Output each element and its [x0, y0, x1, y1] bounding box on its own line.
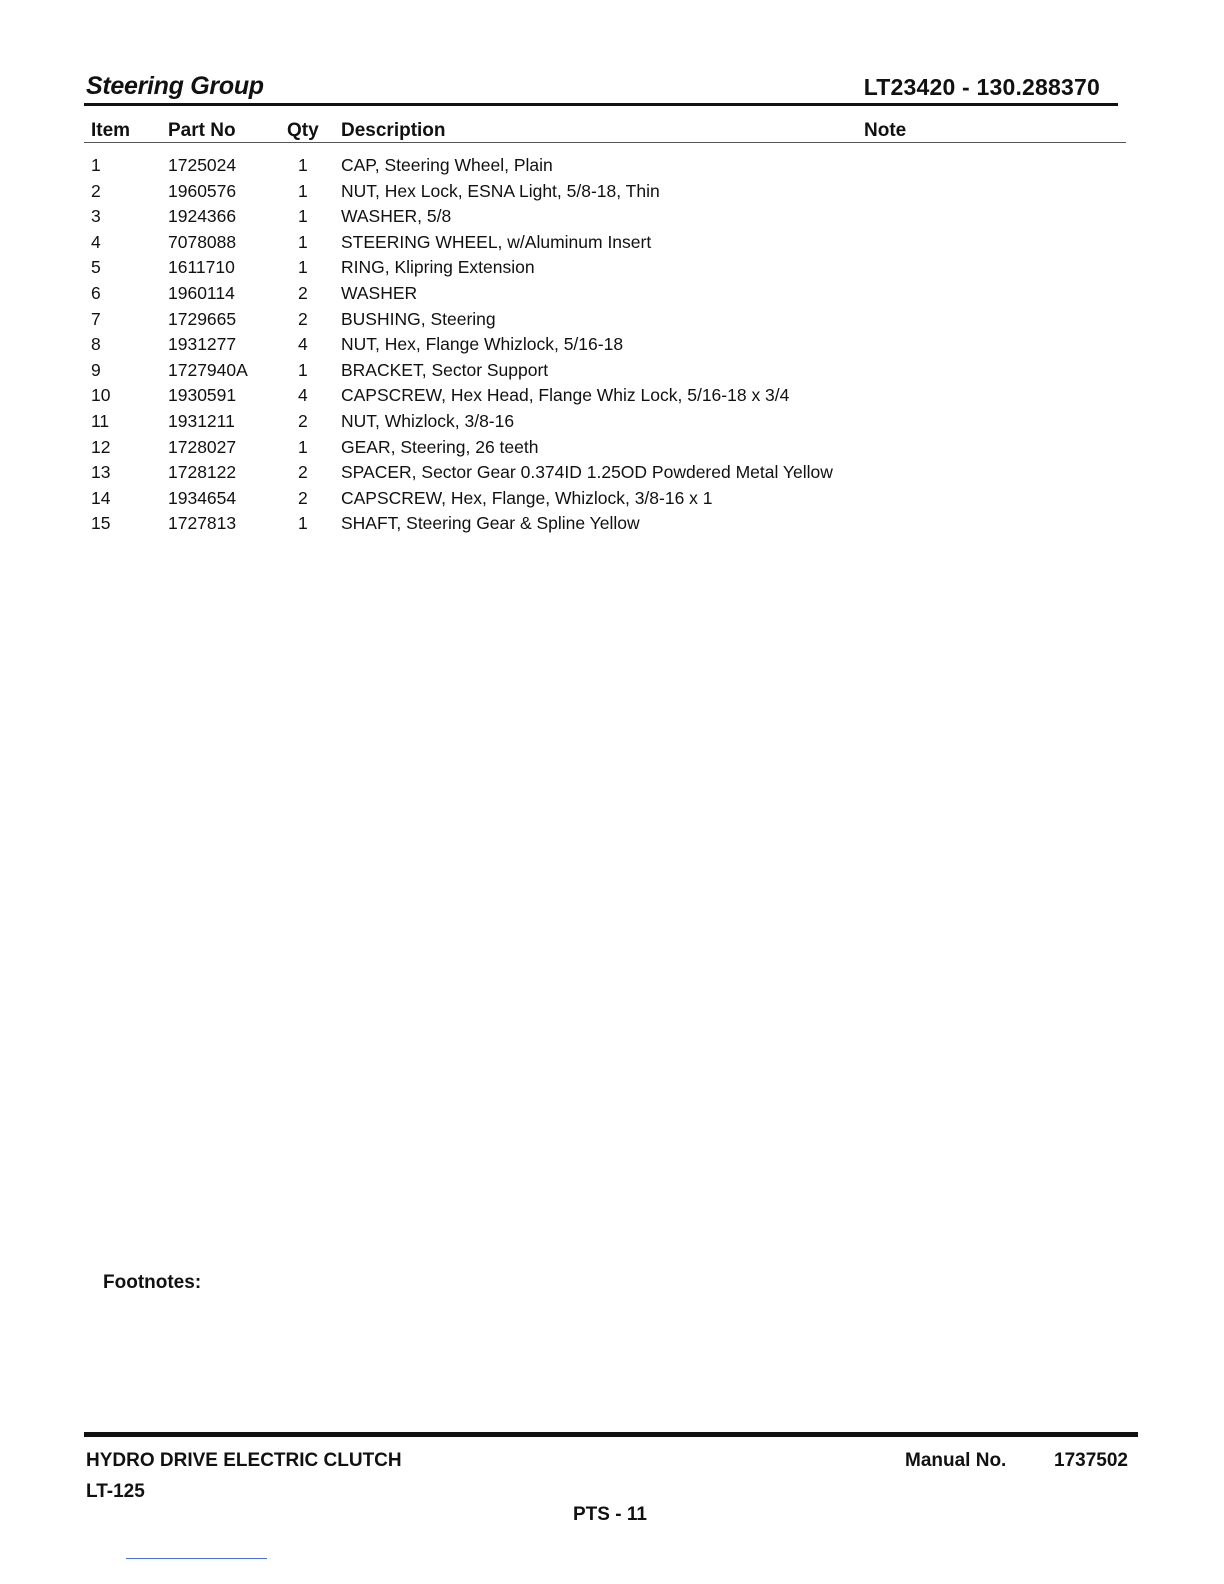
row-part-no: 1727813	[168, 513, 237, 534]
row-part-no: 1960114	[168, 282, 235, 303]
row-item: 7	[91, 308, 101, 329]
row-qty: 1	[298, 155, 308, 175]
row-item: 6	[91, 282, 101, 303]
footer-manual-number: 1737502	[1054, 1450, 1128, 1471]
title-divider	[84, 103, 1118, 106]
column-header-qty: Qty	[287, 120, 319, 141]
row-qty: 2	[298, 462, 308, 483]
row-part-no: 1931277	[168, 334, 237, 355]
column-header-part-no: Part No	[168, 120, 236, 141]
page-title: Steering Group	[86, 72, 264, 100]
row-part-no: 7078088	[168, 231, 237, 252]
column-header-description: Description	[341, 120, 446, 141]
row-description: BUSHING, Steering	[341, 308, 496, 329]
row-part-no: 1960576	[168, 180, 237, 201]
row-description: RING, Klipring Extension	[341, 257, 535, 278]
row-description: BRACKET, Sector Support	[341, 359, 549, 380]
column-header-note: Note	[864, 120, 907, 141]
row-part-no: 1728027	[168, 436, 237, 457]
row-item: 5	[91, 257, 101, 278]
table-row	[84, 437, 1126, 463]
bottom-decorative-line	[126, 1558, 267, 1559]
row-item: 8	[91, 334, 101, 355]
row-item: 12	[91, 436, 111, 457]
footer-manual-label: Manual No.	[905, 1450, 1007, 1471]
row-item: 15	[91, 513, 111, 534]
row-qty: 2	[298, 487, 308, 508]
row-description: NUT, Whizlock, 3/8-16	[341, 410, 515, 431]
table-row	[84, 257, 1126, 283]
row-qty: 4	[298, 385, 308, 406]
table-row	[84, 206, 1126, 232]
table-row	[84, 488, 1126, 514]
row-qty: 1	[298, 231, 308, 252]
row-part-no: 1930591	[168, 385, 237, 406]
parts-table-body	[84, 155, 1126, 539]
row-part-no: 1728122	[168, 462, 237, 483]
table-row	[84, 462, 1126, 488]
row-part-no: 1934654	[168, 487, 237, 508]
table-row	[84, 232, 1126, 258]
row-item: 2	[91, 180, 101, 201]
model-number-title: LT23420 - 130.288370	[863, 74, 1100, 100]
row-qty: 1	[298, 206, 308, 227]
row-qty: 1	[298, 436, 308, 457]
table-row	[84, 283, 1126, 309]
table-row	[84, 360, 1126, 386]
row-item: 11	[91, 410, 110, 431]
row-description: STEERING WHEEL, w/Aluminum Insert	[341, 231, 652, 252]
row-description: CAPSCREW, Hex Head, Flange Whiz Lock, 5/16-18 x 3/4	[341, 385, 790, 406]
row-item: 3	[91, 206, 101, 227]
footer-divider	[84, 1432, 1138, 1437]
row-qty: 2	[298, 282, 308, 303]
row-description: WASHER, 5/8	[341, 206, 452, 227]
row-description: NUT, Hex Lock, ESNA Light, 5/8-18, Thin	[341, 180, 660, 201]
row-qty: 1	[298, 359, 308, 380]
row-part-no: 1727940A	[168, 359, 248, 380]
row-description: CAP, Steering Wheel, Plain	[341, 155, 553, 175]
table-row	[84, 513, 1126, 539]
footnotes-heading: Footnotes:	[103, 1272, 202, 1293]
row-item: 1	[91, 155, 101, 175]
row-item: 9	[91, 359, 101, 380]
row-item: 14	[91, 487, 111, 508]
table-row	[84, 181, 1126, 207]
row-part-no: 1931211	[168, 410, 235, 431]
table-row	[84, 309, 1126, 335]
row-part-no: 1924366	[168, 206, 237, 227]
row-description: CAPSCREW, Hex, Flange, Whizlock, 3/8-16 x 1	[341, 487, 713, 508]
row-qty: 2	[298, 308, 308, 329]
row-part-no: 1729665	[168, 308, 237, 329]
page-number: PTS - 11	[573, 1504, 647, 1525]
table-row	[84, 385, 1126, 411]
row-description: SPACER, Sector Gear 0.374ID 1.25OD Powdered Metal Yellow	[341, 462, 833, 483]
row-qty: 4	[298, 334, 308, 355]
row-item: 4	[91, 231, 101, 252]
row-part-no: 1611710	[168, 257, 235, 278]
row-description: GEAR, Steering, 26 teeth	[341, 436, 539, 457]
table-row	[84, 411, 1126, 437]
row-qty: 1	[298, 180, 308, 201]
row-description: NUT, Hex, Flange Whizlock, 5/16-18	[341, 334, 624, 355]
row-item: 13	[91, 462, 111, 483]
footer-product-name: HYDRO DRIVE ELECTRIC CLUTCH	[86, 1450, 402, 1471]
row-part-no: 1725024	[168, 155, 237, 175]
row-description: SHAFT, Steering Gear & Spline Yellow	[341, 513, 640, 534]
row-item: 10	[91, 385, 111, 406]
footer-model: LT-125	[86, 1481, 145, 1502]
table-header	[84, 120, 1126, 143]
row-qty: 1	[298, 257, 308, 278]
table-row	[84, 155, 1126, 181]
row-qty: 2	[298, 410, 308, 431]
row-description: WASHER	[341, 282, 418, 303]
column-header-item: Item	[91, 120, 131, 141]
row-qty: 1	[298, 513, 308, 534]
table-row	[84, 334, 1126, 360]
